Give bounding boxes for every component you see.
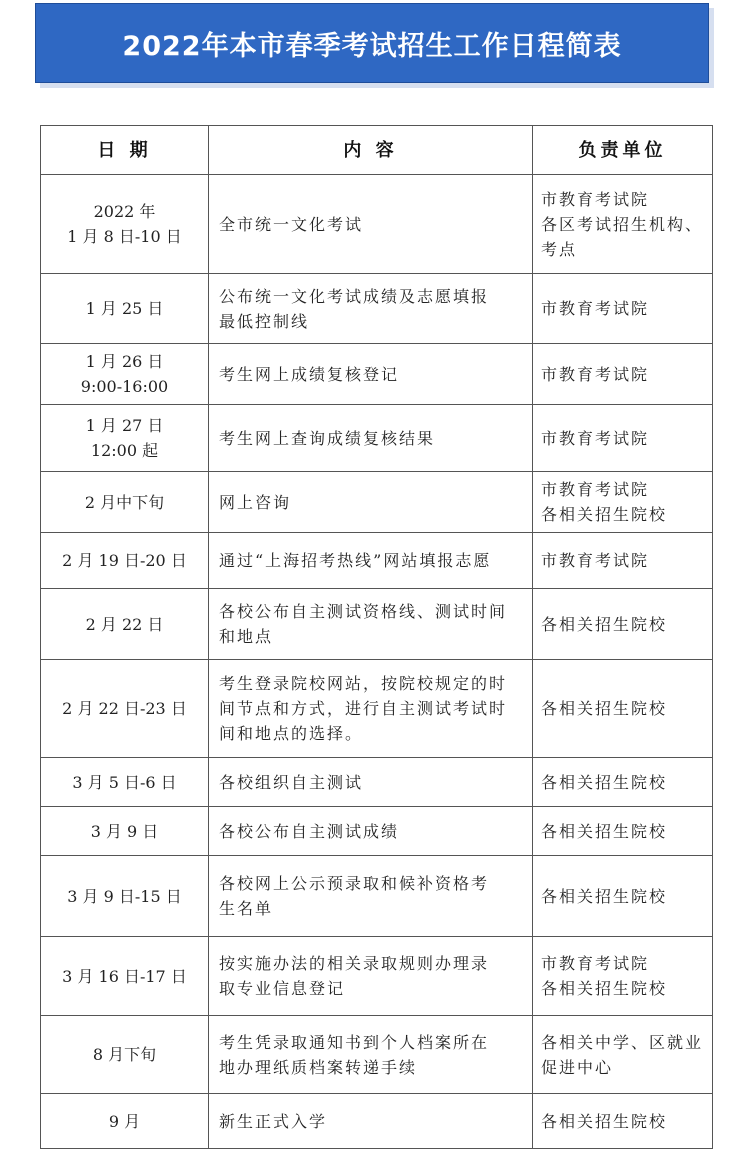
- content-cell-line: 各校公布自主测试成绩: [219, 821, 400, 841]
- table-row: [41, 405, 713, 472]
- unit-cell-line: 市教育考试院: [541, 954, 650, 973]
- unit-cell-line: 各相关中学、区就业: [541, 1032, 704, 1052]
- content-cell-line: 生名单: [219, 899, 274, 918]
- table-row: [41, 533, 713, 589]
- table-row: [41, 856, 713, 937]
- unit-cell-line: 各相关招生院校: [541, 699, 668, 718]
- content-cell: [209, 589, 533, 660]
- date-cell: [41, 856, 209, 937]
- unit-cell-line: 各相关招生院校: [541, 1111, 668, 1131]
- schedule-table: [40, 125, 713, 1149]
- unit-cell: [533, 937, 713, 1016]
- header-date: 日 期: [41, 126, 209, 175]
- content-cell-line: 间节点和方式，进行自主测试考试时: [219, 699, 508, 718]
- content-cell-line: 通过“上海招考热线”网站填报志愿: [219, 551, 492, 570]
- content-cell: [209, 175, 533, 274]
- unit-cell-line: 考点: [541, 239, 578, 259]
- unit-cell-line: 市教育考试院: [541, 299, 650, 318]
- date-cell: [41, 807, 209, 856]
- date-cell-line: 9 月: [108, 1111, 141, 1131]
- date-cell-line: 1 月 27 日: [85, 416, 164, 435]
- table-row: [41, 589, 713, 660]
- content-cell-line: 网上咨询: [219, 492, 292, 512]
- unit-cell: [533, 274, 713, 344]
- unit-cell: [533, 589, 713, 660]
- content-cell: [209, 274, 533, 344]
- content-cell-line: 地办理纸质档案转递手续: [219, 1057, 418, 1077]
- date-cell-line: 1 月 26 日: [85, 352, 164, 371]
- date-cell-line: 2 月中下旬: [84, 492, 165, 512]
- content-cell-line: 各校公布自主测试资格线、测试时间: [219, 602, 508, 621]
- date-cell: [41, 1094, 209, 1149]
- unit-cell: [533, 405, 713, 472]
- content-cell-line: 取专业信息登记: [219, 979, 346, 998]
- page-title: 2022年本市春季考试招生工作日程简表: [122, 30, 622, 62]
- table-row: [41, 937, 713, 1016]
- table-body: [41, 175, 713, 1149]
- date-cell-line: 8 月下旬: [92, 1045, 157, 1064]
- unit-cell-line: 各区考试招生机构、: [541, 214, 704, 234]
- header-unit: 负责单位: [533, 126, 713, 175]
- date-cell-line: 3 月 5 日-6 日: [72, 772, 177, 792]
- unit-cell: [533, 807, 713, 856]
- content-cell: [209, 1094, 533, 1149]
- table-row: [41, 344, 713, 405]
- content-cell-line: 和地点: [219, 627, 274, 646]
- content-cell: [209, 344, 533, 405]
- date-cell: [41, 758, 209, 807]
- date-cell: [41, 937, 209, 1016]
- content-cell-line: 考生网上成绩复核登记: [219, 364, 400, 384]
- unit-cell-line: 市教育考试院: [541, 364, 650, 384]
- unit-cell: [533, 660, 713, 758]
- date-cell: [41, 589, 209, 660]
- content-cell: [209, 807, 533, 856]
- date-cell: [41, 274, 209, 344]
- date-cell-line: 12:00 起: [90, 441, 159, 460]
- date-cell-line: 3 月 16 日-17 日: [62, 966, 187, 986]
- unit-cell-line: 市教育考试院: [541, 480, 650, 499]
- date-cell-line: 1 月 25 日: [85, 299, 164, 318]
- content-cell-line: 间和地点的选择。: [219, 724, 364, 743]
- unit-cell: [533, 533, 713, 589]
- date-cell-line: 3 月 9 日: [90, 821, 159, 841]
- unit-cell: [533, 856, 713, 937]
- unit-cell-line: 各相关招生院校: [541, 821, 668, 841]
- content-cell-line: 各校网上公示预录取和候补资格考: [219, 874, 490, 893]
- unit-cell-line: 各相关招生院校: [541, 772, 668, 792]
- table-row: [41, 1016, 713, 1094]
- date-cell: [41, 472, 209, 533]
- content-cell-line: 按实施办法的相关录取规则办理录: [219, 954, 490, 973]
- unit-cell: [533, 344, 713, 405]
- unit-cell-line: 各相关招生院校: [541, 886, 668, 906]
- table-row: [41, 1094, 713, 1149]
- header-content: 内 容: [209, 126, 533, 175]
- content-cell: [209, 758, 533, 807]
- content-cell-line: 考生登录院校网站，按院校规定的时: [219, 674, 508, 693]
- unit-cell-line: 促进中心: [541, 1057, 614, 1077]
- table-row: [41, 758, 713, 807]
- unit-cell: [533, 1094, 713, 1149]
- date-cell: [41, 660, 209, 758]
- unit-cell: [533, 175, 713, 274]
- unit-cell-line: 市教育考试院: [541, 428, 650, 448]
- table-header-row: [41, 126, 713, 175]
- table-row: [41, 472, 713, 533]
- unit-cell: [533, 1016, 713, 1094]
- content-cell: [209, 533, 533, 589]
- content-cell-line: 各校组织自主测试: [219, 772, 364, 792]
- unit-cell-line: 各相关招生院校: [541, 979, 668, 998]
- table-row: [41, 660, 713, 758]
- date-cell: [41, 1016, 209, 1094]
- date-cell-line: 2 月 19 日-20 日: [62, 551, 187, 570]
- date-cell-line: 3 月 9 日-15 日: [67, 886, 182, 906]
- unit-cell: [533, 758, 713, 807]
- date-cell-line: 9:00-16:00: [80, 377, 169, 396]
- date-cell: [41, 533, 209, 589]
- content-cell: [209, 405, 533, 472]
- content-cell-line: 全市统一文化考试: [219, 214, 364, 234]
- unit-cell-line: 各相关招生院校: [541, 505, 668, 524]
- content-cell: [209, 660, 533, 758]
- date-cell-line: 1 月 8 日-10 日: [67, 227, 182, 246]
- unit-cell-line: 市教育考试院: [541, 551, 650, 570]
- date-cell: [41, 344, 209, 405]
- content-cell: [209, 856, 533, 937]
- date-cell-line: 2 月 22 日-23 日: [62, 699, 187, 718]
- date-cell-line: 2022 年: [93, 202, 156, 221]
- date-cell-line: 2 月 22 日: [85, 614, 164, 634]
- unit-cell-line: 各相关招生院校: [541, 614, 668, 634]
- title-banner: [35, 3, 709, 83]
- date-cell: [41, 405, 209, 472]
- content-cell-line: 公布统一文化考试成绩及志愿填报: [219, 286, 490, 306]
- table-row: [41, 175, 713, 274]
- content-cell-line: 考生凭录取通知书到个人档案所在: [219, 1032, 490, 1052]
- unit-cell-line: 市教育考试院: [541, 189, 650, 209]
- content-cell-line: 最低控制线: [219, 311, 310, 331]
- content-cell-line: 新生正式入学: [219, 1111, 328, 1131]
- content-cell: [209, 937, 533, 1016]
- content-cell-line: 考生网上查询成绩复核结果: [219, 428, 436, 448]
- table-row: [41, 274, 713, 344]
- content-cell: [209, 1016, 533, 1094]
- table-row: [41, 807, 713, 856]
- date-cell: [41, 175, 209, 274]
- content-cell: [209, 472, 533, 533]
- unit-cell: [533, 472, 713, 533]
